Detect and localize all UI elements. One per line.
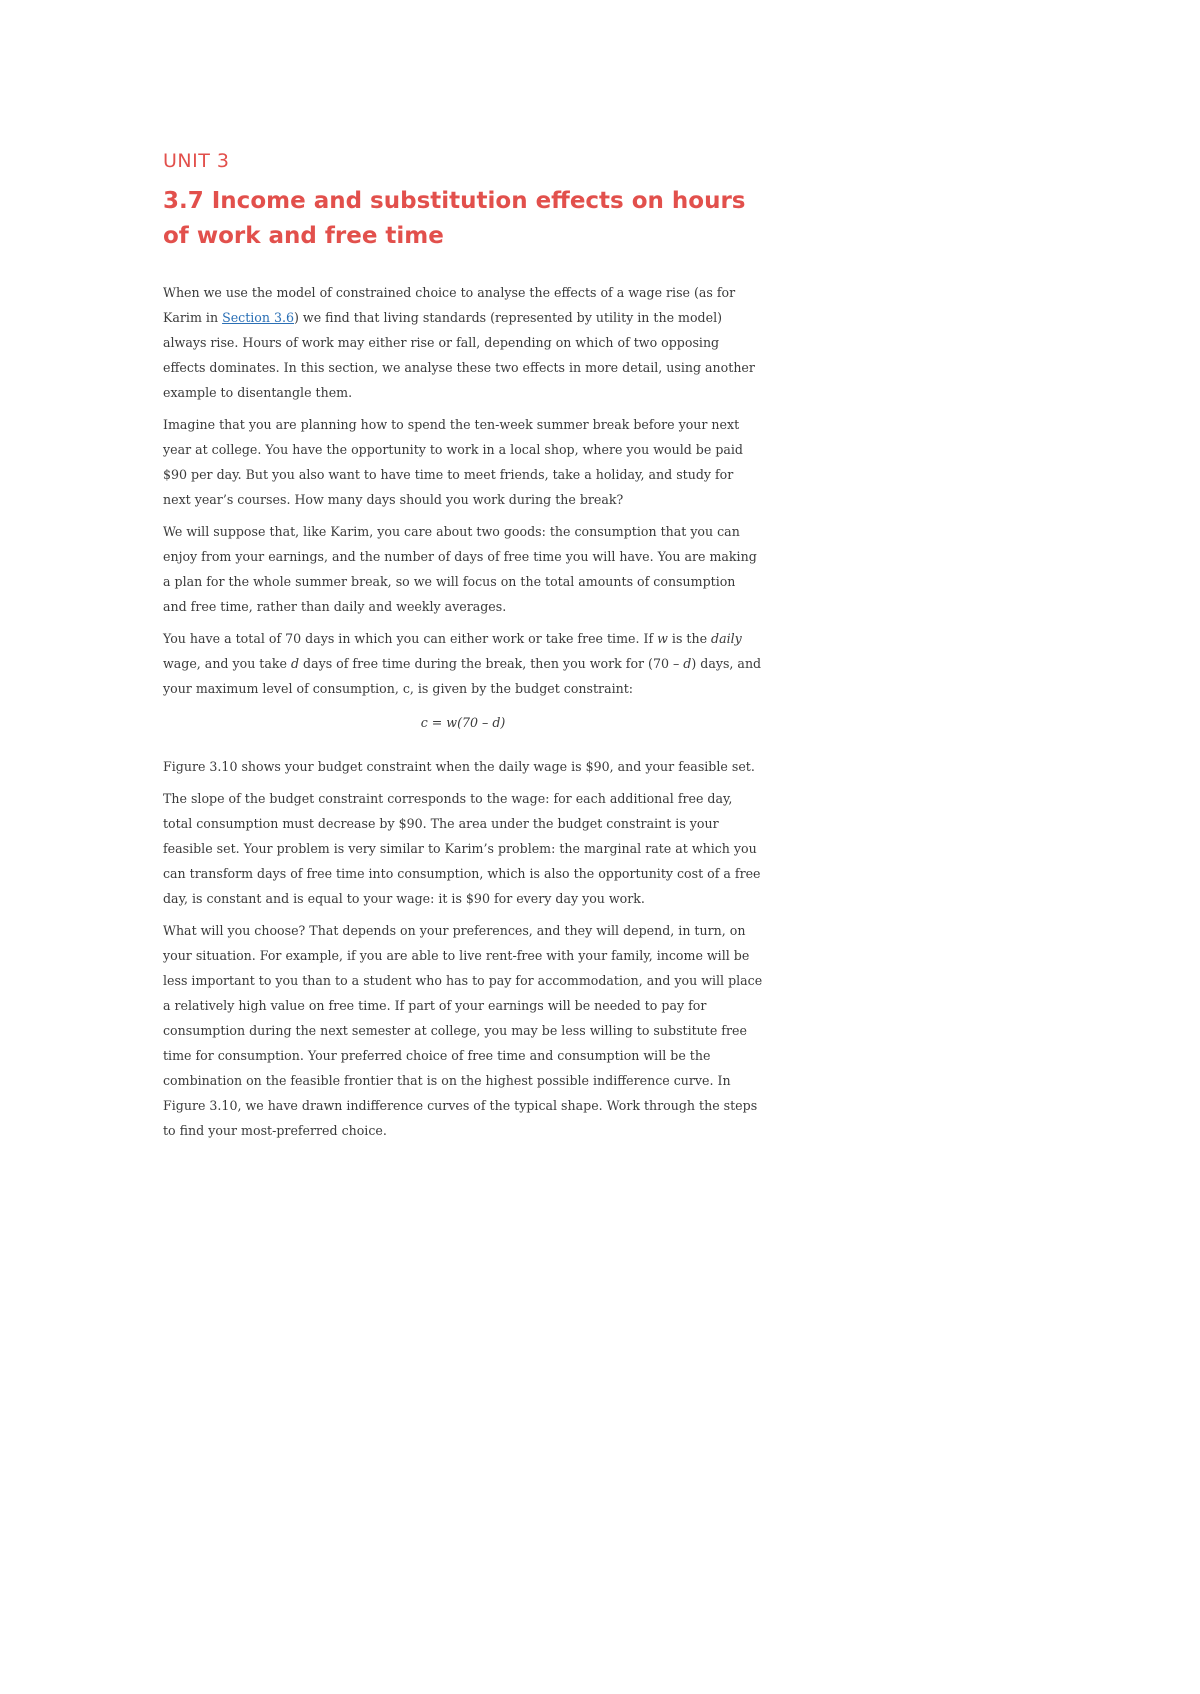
budget-equation: c = w(70 – d) xyxy=(420,715,506,730)
paragraph-text: ) days, and your maximum level of consumption, c, is given by the budget constraint: xyxy=(163,656,762,696)
section-title: 3.7 Income and substitution effects on hours of work and free time xyxy=(163,188,746,249)
paragraph-text: When we use the model of constrained choice to analyse the effects of a wage rise (as for Karim in xyxy=(163,285,736,325)
paragraph-budget-constraint xyxy=(163,626,763,701)
paragraph-summer-break: Imagine that you are planning how to spend the ten-week summer break before your next year at college. You have the opportunity to work in a local shop, where you would be paid $90 per day. But you also want to have time to meet friends, take a holiday, and study for next year’s courses. How many days should you work during the break? xyxy=(163,417,743,507)
daily-emphasis: daily xyxy=(711,631,742,646)
paragraph-two-goods: We will suppose that, like Karim, you care about two goods: the consumption that you can enjoy from your earnings, and the number of days of free time you will have. You are making a plan for the whole summer break, so we will focus on the total amounts of consumption and free time, rather than daily and weekly averages. xyxy=(163,524,757,614)
section-3-6-link[interactable]: Section 3.6 xyxy=(222,310,295,325)
paragraph-preferences: What will you choose? That depends on your preferences, and they will depend, in turn, on your situation. For example, if you are able to live rent-free with your family, income will be less important to you than to a student who has to pay for accommodation, and you will place a relatively high value on free time. If part of your earnings will be needed to pay for consumption during the next semester at college, you may be less willing to substitute free time for consumption. Your preferred choice of free time and consumption will be the combination on the feasible frontier that is on the highest possible indifference curve. In Figure 3.10, we have drawn indifference curves of the typical shape. Work through the steps to find your most-preferred choice. xyxy=(163,923,763,1138)
paragraph-intro xyxy=(163,280,763,405)
paragraph-text: You have a total of 70 days in which you can either work or take free time. If xyxy=(163,631,658,646)
page-content xyxy=(163,150,763,1150)
variable-d: d xyxy=(290,656,300,671)
paragraph-text: ) we find that living standards (represented by utility in the model) always rise. Hours of work may either rise or fall, depending on which of two opposing effects dominates. In this section, we analyse these two effects in more detail, using another example to disentangle them. xyxy=(163,310,755,400)
unit-label: UNIT 3 xyxy=(163,150,230,172)
paragraph-figure-reference: Figure 3.10 shows your budget constraint when the daily wage is $90, and your feasible set. xyxy=(163,759,755,774)
paragraph-text: is the xyxy=(667,631,712,646)
paragraph-text: days of free time during the break, then you work for (70 – xyxy=(299,656,684,671)
paragraph-slope: The slope of the budget constraint corresponds to the wage: for each additional free day, total consumption must decrease by $90. The area under the budget constraint is your feasible set. Your problem is very similar to Karim’s problem: the marginal rate at which you can transform days of free time into consumption, which is also the opportunity cost of a free day, is constant and is equal to your wage: it is $90 for every day you work. xyxy=(163,791,761,906)
variable-d: d xyxy=(683,656,692,671)
paragraph-text: wage, and you take xyxy=(163,656,291,671)
variable-w: w xyxy=(657,631,668,646)
